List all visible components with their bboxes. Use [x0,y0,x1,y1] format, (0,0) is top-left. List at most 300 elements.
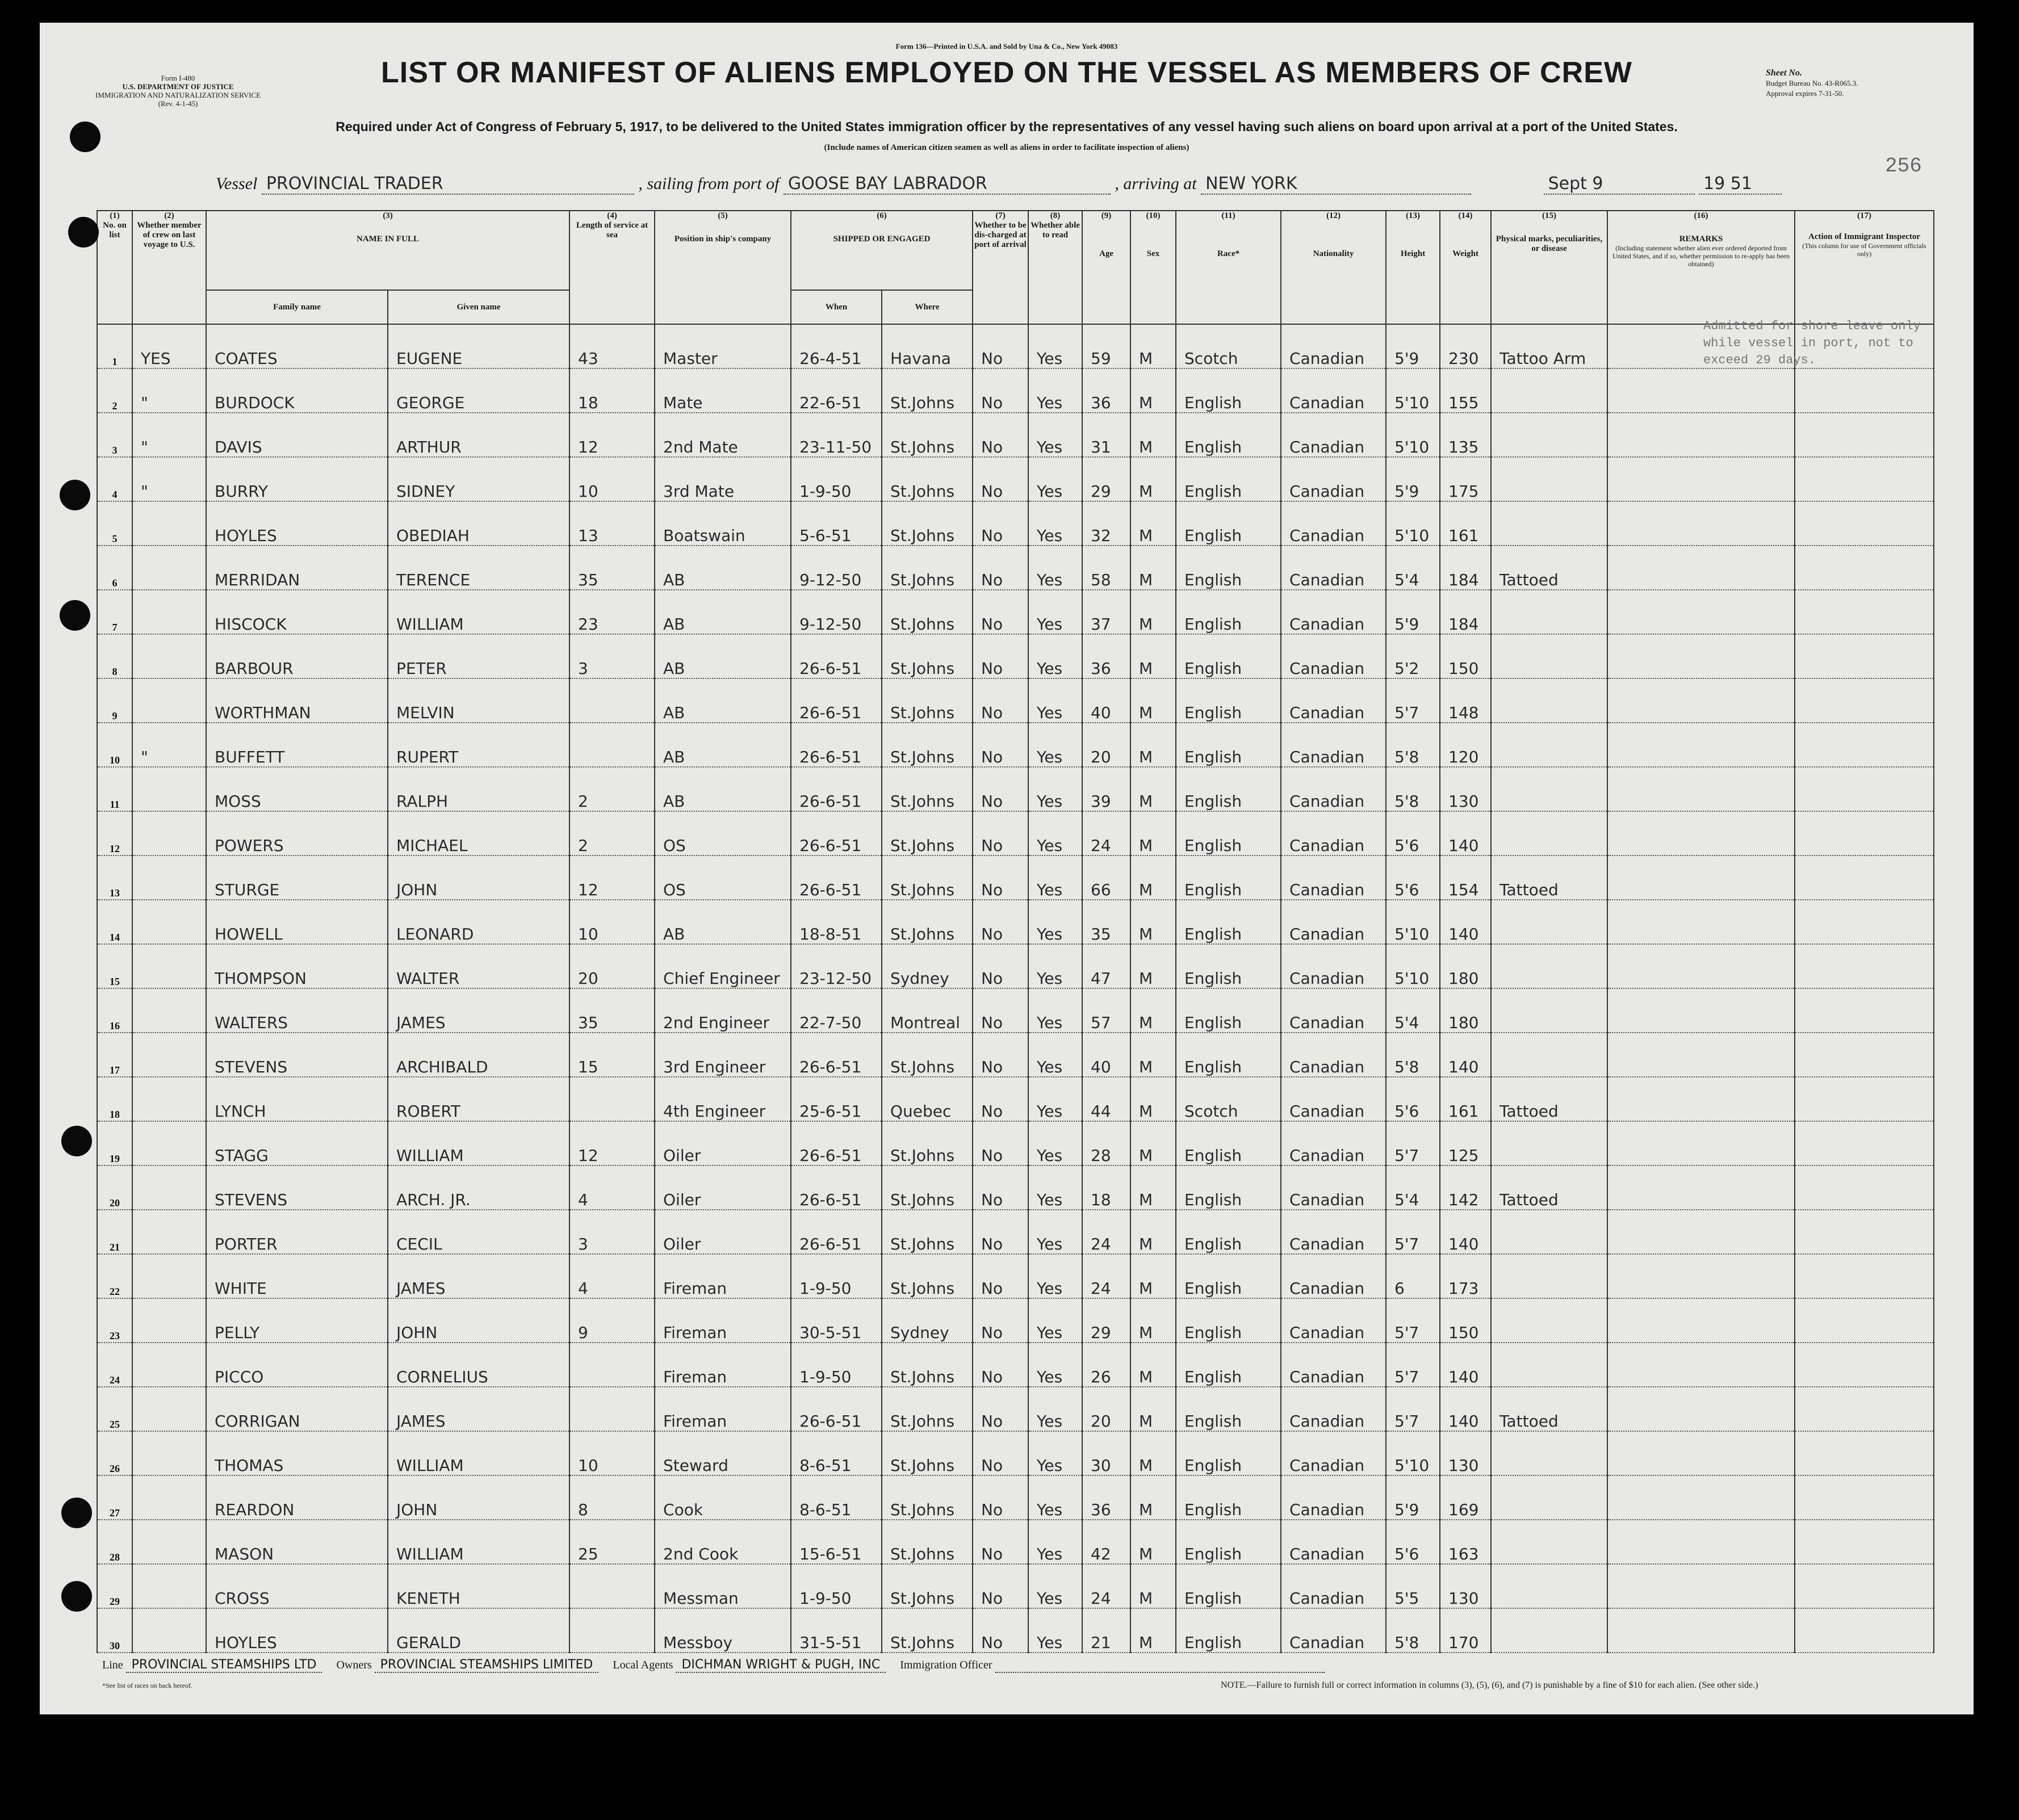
cell-race: English [1176,944,1281,988]
cell-pos: AB [655,546,791,590]
cell-age: 57 [1082,988,1130,1033]
table-row [97,678,1934,723]
cell-family: LYNCH [206,1077,388,1121]
cell-sex: M [1130,1121,1176,1165]
cell-where: St.Johns [882,1165,973,1210]
cell-when: 1-9-50 [791,457,882,501]
cell-age: 35 [1082,900,1130,944]
cell-marks [1491,811,1607,856]
cell-family: WHITE [206,1254,388,1298]
cell-prev [132,856,206,900]
arrival-date: Sept 9 [1544,174,1695,195]
cell-marks: Tattoed [1491,546,1607,590]
cell-pos: Fireman [655,1343,791,1387]
cell-prev [132,501,206,546]
col-when-header: When [791,290,882,324]
fine-note: NOTE.—Failure to furnish full or correct information in columns (3), (5), (6), and (7) is punishable by a fine of $10 for each alien. (See other side.) [1221,1680,1758,1690]
cell-race: English [1176,1121,1281,1165]
cell-when: 9-12-50 [791,590,882,634]
cell-ht: 5'10 [1386,501,1440,546]
cell-svc: 10 [569,457,655,501]
cell-ht: 5'6 [1386,856,1440,900]
cell-family: HOWELL [206,900,388,944]
table-row [97,856,1934,900]
cell-pos: Master [655,324,791,368]
cell-action [1795,1077,1934,1121]
col-given-name-header: Given name [388,290,569,324]
cell-svc: 12 [569,413,655,457]
cell-given: WILLIAM [388,1121,569,1165]
cell-given: SIDNEY [388,457,569,501]
cell-ht: 5'4 [1386,988,1440,1033]
cell-dis: No [973,590,1028,634]
cell-action [1795,413,1934,457]
cell-wt: 140 [1440,811,1491,856]
cell-where: Quebec [882,1077,973,1121]
cell-dis: No [973,1165,1028,1210]
cell-marks [1491,501,1607,546]
cell-pos: Messman [655,1564,791,1608]
col-shipped-header: (6) SHIPPED OR ENGAGED [791,211,973,290]
cell-wt: 140 [1440,1387,1491,1431]
cell-where: St.Johns [882,767,973,811]
table-row [97,944,1934,988]
cell-race: English [1176,590,1281,634]
cell-where: St.Johns [882,413,973,457]
cell-ht: 5'10 [1386,413,1440,457]
cell-sex: M [1130,324,1176,368]
cell-given: LEONARD [388,900,569,944]
punch-hole [70,121,100,152]
col-position-header: (5) Position in ship's company [655,211,791,324]
cell-where: St.Johns [882,368,973,413]
cell-sex: M [1130,767,1176,811]
cell-where: St.Johns [882,501,973,546]
cell-sex: M [1130,634,1176,678]
cell-nat: Canadian [1281,1387,1386,1431]
cell-sex: M [1130,1387,1176,1431]
arrival-year: 19 51 [1699,174,1782,195]
cell-read: Yes [1028,723,1082,767]
cell-ht: 5'6 [1386,1077,1440,1121]
col-height-header: (13) Height [1386,211,1440,324]
cell-dis: No [973,1387,1028,1431]
cell-wt: 130 [1440,1431,1491,1475]
table-row [97,413,1934,457]
cell-wt: 142 [1440,1165,1491,1210]
cell-remarks [1607,1121,1795,1165]
cell-nat: Canadian [1281,1298,1386,1343]
cell-when: 26-6-51 [791,1121,882,1165]
cell-age: 18 [1082,1165,1130,1210]
cell-pos: AB [655,590,791,634]
cell-age: 37 [1082,590,1130,634]
cell-where: St.Johns [882,1475,973,1520]
cell-sex: M [1130,944,1176,988]
cell-family: THOMPSON [206,944,388,988]
cell-n: 1 [97,324,132,368]
cell-sex: M [1130,1343,1176,1387]
cell-prev [132,1520,206,1564]
cell-when: 26-6-51 [791,1387,882,1431]
cell-dis: No [973,546,1028,590]
table-row [97,457,1934,501]
cell-where: St.Johns [882,723,973,767]
cell-marks [1491,457,1607,501]
cell-n: 12 [97,811,132,856]
cell-svc: 18 [569,368,655,413]
cell-action [1795,1564,1934,1608]
cell-svc: 9 [569,1298,655,1343]
cell-svc: 20 [569,944,655,988]
cell-nat: Canadian [1281,767,1386,811]
cell-remarks [1607,413,1795,457]
cell-action [1795,723,1934,767]
cell-remarks [1607,590,1795,634]
cell-when: 26-6-51 [791,811,882,856]
cell-svc: 3 [569,634,655,678]
cell-nat: Canadian [1281,590,1386,634]
table-row [97,1520,1934,1564]
cell-svc: 25 [569,1520,655,1564]
cell-where: St.Johns [882,1210,973,1254]
cell-family: BARBOUR [206,634,388,678]
cell-nat: Canadian [1281,1210,1386,1254]
cell-family: HOYLES [206,1608,388,1653]
cell-where: St.Johns [882,1608,973,1653]
cell-ht: 5'7 [1386,1121,1440,1165]
cell-action [1795,1033,1934,1077]
cell-pos: OS [655,811,791,856]
cell-prev [132,1210,206,1254]
table-row [97,634,1934,678]
cell-ht: 5'10 [1386,1431,1440,1475]
cell-age: 29 [1082,457,1130,501]
cell-family: WORTHMAN [206,678,388,723]
cell-ht: 5'9 [1386,457,1440,501]
cell-svc [569,1077,655,1121]
cell-nat: Canadian [1281,413,1386,457]
cell-remarks [1607,856,1795,900]
cell-pos: Oiler [655,1210,791,1254]
cell-pos: Oiler [655,1165,791,1210]
cell-when: 26-6-51 [791,1033,882,1077]
col-where-header: Where [882,290,973,324]
cell-age: 28 [1082,1121,1130,1165]
cell-svc: 4 [569,1254,655,1298]
cell-svc: 13 [569,501,655,546]
cell-read: Yes [1028,1608,1082,1653]
cell-age: 24 [1082,811,1130,856]
col-read-header: (8) Whether able to read [1028,211,1082,324]
cell-pos: Fireman [655,1298,791,1343]
cell-marks: Tattoed [1491,1077,1607,1121]
col-service-header: (4) Length of service at sea [569,211,655,324]
cell-nat: Canadian [1281,723,1386,767]
cell-wt: 184 [1440,546,1491,590]
cell-race: English [1176,1165,1281,1210]
cell-remarks [1607,501,1795,546]
cell-prev: YES [132,324,206,368]
cell-pos: AB [655,723,791,767]
cell-marks [1491,1210,1607,1254]
table-row [97,723,1934,767]
cell-ht: 5'7 [1386,1343,1440,1387]
table-row [97,1298,1934,1343]
cell-svc: 4 [569,1165,655,1210]
cell-age: 47 [1082,944,1130,988]
cell-race: English [1176,1608,1281,1653]
cell-remarks [1607,1077,1795,1121]
cell-prev [132,634,206,678]
cell-remarks [1607,988,1795,1033]
cell-nat: Canadian [1281,811,1386,856]
cell-race: English [1176,1254,1281,1298]
table-body [97,324,1934,1653]
cell-ht: 5'9 [1386,590,1440,634]
cell-sex: M [1130,1210,1176,1254]
cell-wt: 170 [1440,1608,1491,1653]
cell-when: 26-6-51 [791,856,882,900]
cell-marks [1491,988,1607,1033]
cell-family: HISCOCK [206,590,388,634]
cell-marks [1491,900,1607,944]
cell-where: St.Johns [882,678,973,723]
cell-n: 9 [97,678,132,723]
cell-given: CECIL [388,1210,569,1254]
cell-marks [1491,723,1607,767]
cell-action [1795,811,1934,856]
form-printer-line: Form 136—Printed in U.S.A. and Sold by Una & Co., New York 49083 [895,42,1118,51]
table-row [97,811,1934,856]
cell-read: Yes [1028,988,1082,1033]
cell-pos: Chief Engineer [655,944,791,988]
cell-race: English [1176,1033,1281,1077]
cell-sex: M [1130,988,1176,1033]
cell-dis: No [973,1431,1028,1475]
cell-sex: M [1130,413,1176,457]
col-remarks-header: (16) REMARKS (Including statement whether alien ever ordered deported from United States, and if so, whether permission to re-apply has been obtained) [1607,211,1795,324]
cell-race: English [1176,1520,1281,1564]
cell-given: WILLIAM [388,590,569,634]
cell-race: English [1176,1475,1281,1520]
cell-remarks [1607,678,1795,723]
cell-n: 29 [97,1564,132,1608]
col-race-header: (11) Race* [1176,211,1281,324]
cell-read: Yes [1028,1254,1082,1298]
cell-wt: 130 [1440,1564,1491,1608]
cell-marks [1491,678,1607,723]
cell-wt: 173 [1440,1254,1491,1298]
cell-when: 26-6-51 [791,634,882,678]
cell-n: 14 [97,900,132,944]
cell-ht: 5'9 [1386,1475,1440,1520]
cell-where: St.Johns [882,1564,973,1608]
cell-action [1795,1165,1934,1210]
cell-when: 23-12-50 [791,944,882,988]
cell-n: 26 [97,1431,132,1475]
cell-svc: 2 [569,811,655,856]
table-row [97,1475,1934,1520]
punch-hole [61,1581,92,1612]
cell-where: St.Johns [882,1254,973,1298]
cell-nat: Canadian [1281,988,1386,1033]
cell-n: 11 [97,767,132,811]
cell-dis: No [973,1608,1028,1653]
col-sex-header: (10) Sex [1130,211,1176,324]
table-row [97,988,1934,1033]
cell-pos: 2nd Mate [655,413,791,457]
cell-nat: Canadian [1281,546,1386,590]
document-title: LIST OR MANIFEST OF ALIENS EMPLOYED ON THE VESSEL AS MEMBERS OF CREW [381,56,1632,89]
punch-hole [61,1498,92,1528]
cell-sex: M [1130,1608,1176,1653]
cell-when: 9-12-50 [791,546,882,590]
col-weight-header: (14) Weight [1440,211,1491,324]
cell-sex: M [1130,1033,1176,1077]
cell-svc: 12 [569,1121,655,1165]
cell-when: 15-6-51 [791,1520,882,1564]
cell-read: Yes [1028,1210,1082,1254]
table-row [97,1431,1934,1475]
cell-race: English [1176,1431,1281,1475]
cell-given: JOHN [388,1475,569,1520]
cell-pos: 3rd Mate [655,457,791,501]
cell-family: DAVIS [206,413,388,457]
cell-nat: Canadian [1281,1165,1386,1210]
cell-marks [1491,368,1607,413]
table-row [97,1210,1934,1254]
cell-read: Yes [1028,856,1082,900]
cell-n: 3 [97,413,132,457]
cell-age: 31 [1082,413,1130,457]
cell-prev: " [132,413,206,457]
cell-given: WALTER [388,944,569,988]
cell-age: 29 [1082,1298,1130,1343]
officer-signature [995,1658,1325,1673]
cell-wt: 135 [1440,413,1491,457]
cell-wt: 150 [1440,1298,1491,1343]
cell-nat: Canadian [1281,1343,1386,1387]
cell-wt: 125 [1440,1121,1491,1165]
crew-table [97,210,1934,1653]
cell-prev [132,1165,206,1210]
cell-prev [132,767,206,811]
cell-sex: M [1130,856,1176,900]
cell-family: BURDOCK [206,368,388,413]
cell-family: MERRIDAN [206,546,388,590]
table-row [97,1165,1934,1210]
cell-sex: M [1130,723,1176,767]
cell-race: English [1176,368,1281,413]
cell-n: 19 [97,1121,132,1165]
cell-read: Yes [1028,546,1082,590]
cell-sex: M [1130,1254,1176,1298]
cell-prev [132,811,206,856]
cell-race: English [1176,634,1281,678]
cell-nat: Canadian [1281,1254,1386,1298]
cell-wt: 154 [1440,856,1491,900]
cell-dis: No [973,678,1028,723]
cell-sex: M [1130,1520,1176,1564]
cell-dis: No [973,413,1028,457]
cell-family: REARDON [206,1475,388,1520]
table-row [97,1564,1934,1608]
col-action-header: (17) Action of Immigrant Inspector (This column for use of Government officials only) [1795,211,1934,324]
cell-family: MOSS [206,767,388,811]
cell-given: GERALD [388,1608,569,1653]
cell-action [1795,944,1934,988]
cell-n: 21 [97,1210,132,1254]
cell-race: Scotch [1176,324,1281,368]
cell-marks [1491,1608,1607,1653]
cell-race: English [1176,1210,1281,1254]
cell-dis: No [973,1077,1028,1121]
cell-pos: 4th Engineer [655,1077,791,1121]
cell-ht: 5'8 [1386,1033,1440,1077]
cell-given: WILLIAM [388,1520,569,1564]
cell-remarks [1607,811,1795,856]
cell-read: Yes [1028,1121,1082,1165]
cell-age: 32 [1082,501,1130,546]
cell-age: 21 [1082,1608,1130,1653]
cell-pos: 3rd Engineer [655,1033,791,1077]
cell-marks [1491,590,1607,634]
agents-value: DICHMAN WRIGHT & PUGH, INC [676,1658,886,1673]
cell-dis: No [973,767,1028,811]
cell-age: 42 [1082,1520,1130,1564]
cell-wt: 140 [1440,1210,1491,1254]
cell-n: 25 [97,1387,132,1431]
cell-read: Yes [1028,1033,1082,1077]
cell-svc: 35 [569,988,655,1033]
cell-age: 40 [1082,1033,1130,1077]
cell-read: Yes [1028,457,1082,501]
cell-where: St.Johns [882,634,973,678]
cell-wt: 163 [1440,1520,1491,1564]
cell-prev [132,1564,206,1608]
cell-action [1795,1254,1934,1298]
cell-family: MASON [206,1520,388,1564]
cell-nat: Canadian [1281,856,1386,900]
cell-given: JOHN [388,856,569,900]
cell-n: 10 [97,723,132,767]
cell-dis: No [973,988,1028,1033]
cell-action [1795,1608,1934,1653]
cell-read: Yes [1028,1564,1082,1608]
cell-nat: Canadian [1281,501,1386,546]
cell-svc [569,723,655,767]
requirement-text: Required under Act of Congress of February 5, 1917, to be delivered to the United States immigration officer by the representatives of any vessel having such aliens on board upon arrival at a port of the United States. [336,119,1678,134]
cell-action [1795,1387,1934,1431]
cell-pos: Boatswain [655,501,791,546]
cell-prev: " [132,723,206,767]
cell-race: English [1176,1298,1281,1343]
cell-svc: 23 [569,590,655,634]
cell-action [1795,1520,1934,1564]
cell-svc: 43 [569,324,655,368]
cell-prev [132,988,206,1033]
cell-where: St.Johns [882,546,973,590]
cell-where: Sydney [882,944,973,988]
cell-action [1795,678,1934,723]
cell-pos: Fireman [655,1387,791,1431]
footer-line: Line PROVINCIAL STEAMSHIPS LTD Owners PROVINCIAL STEAMSHIPS LIMITED Local Agents DICHMAN WRIGHT & PUGH, INC Immigration Officer [102,1658,1336,1673]
cell-svc [569,678,655,723]
table-row [97,1077,1934,1121]
cell-action [1795,457,1934,501]
cell-wt: 180 [1440,988,1491,1033]
